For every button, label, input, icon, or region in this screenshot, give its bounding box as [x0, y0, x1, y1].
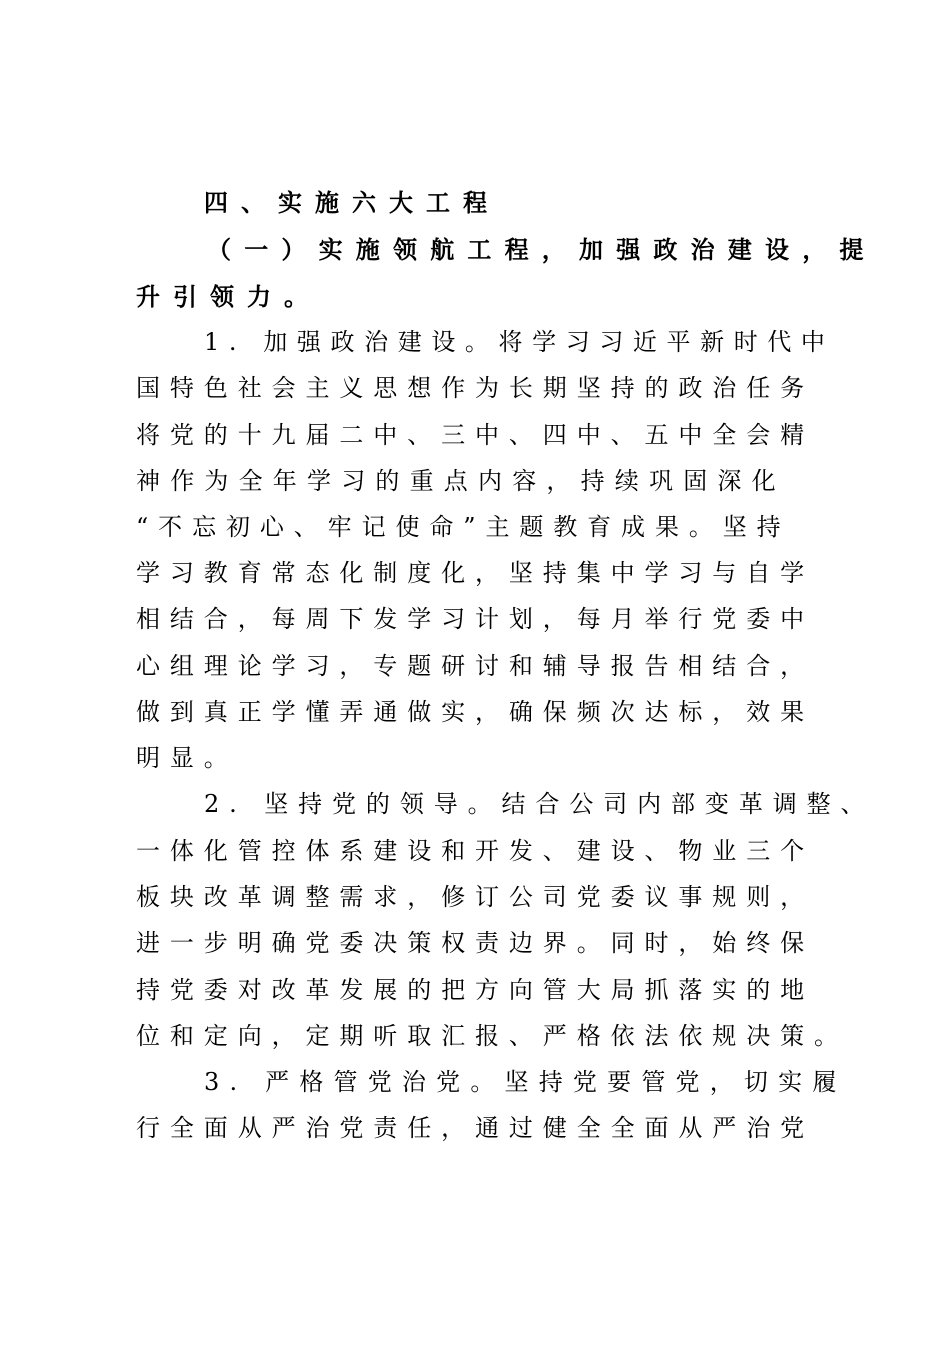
paragraph-2-line-3: 板块改革调整需求，修订公司党委议事规则， [136, 883, 814, 911]
paragraph-1-line-7: 相结合，每周下发学习计划，每月举行党委中 [136, 605, 814, 633]
subsection-heading-line-1: （一）实施领航工程，加强政治建设，提 [207, 235, 877, 264]
paragraph-2-line-1: 2. 坚持党的领导。结合公司内部变革调整、 [204, 790, 875, 818]
paragraph-2-line-6: 位和定向，定期听取汇报、严格依法依规决策。 [136, 1022, 848, 1050]
paragraph-3-line-2: 行全面从严治党责任，通过健全全面从严治党 [136, 1114, 814, 1142]
paragraph-1-line-1: 1. 加强政治建设。将学习习近平新时代中 [204, 328, 835, 356]
paragraph-2-line-2: 一体化管控体系建设和开发、建设、物业三个 [136, 837, 814, 865]
paragraph-1-line-5: “不忘初心、牢记使命”主题教育成果。坚持 [136, 513, 791, 541]
paragraph-1-line-8: 心组理论学习，专题研讨和辅导报告相结合， [136, 652, 814, 680]
paragraph-1-line-9: 做到真正学懂弄通做实，确保频次达标，效果 [136, 698, 814, 726]
section-heading: 四、实施六大工程 [204, 188, 500, 217]
paragraph-2-line-5: 持党委对改革发展的把方向管大局抓落实的地 [136, 976, 814, 1004]
paragraph-1-line-4: 神作为全年学习的重点内容，持续巩固深化 [136, 467, 786, 495]
subsection-heading-line-2: 升引领力。 [136, 282, 321, 311]
paragraph-1-line-3: 将党的十九届二中、三中、四中、五中全会精 [136, 421, 814, 449]
paragraph-3-line-1: 3. 严格管党治党。坚持党要管党，切实履 [204, 1068, 847, 1096]
paragraph-1-line-2: 国特色社会主义思想作为长期坚持的政治任务 [136, 374, 814, 402]
paragraph-1-line-10: 明显。 [136, 744, 238, 772]
paragraph-2-line-4: 进一步明确党委决策权责边界。同时，始终保 [136, 929, 814, 957]
paragraph-1-line-6: 学习教育常态化制度化，坚持集中学习与自学 [136, 559, 814, 587]
